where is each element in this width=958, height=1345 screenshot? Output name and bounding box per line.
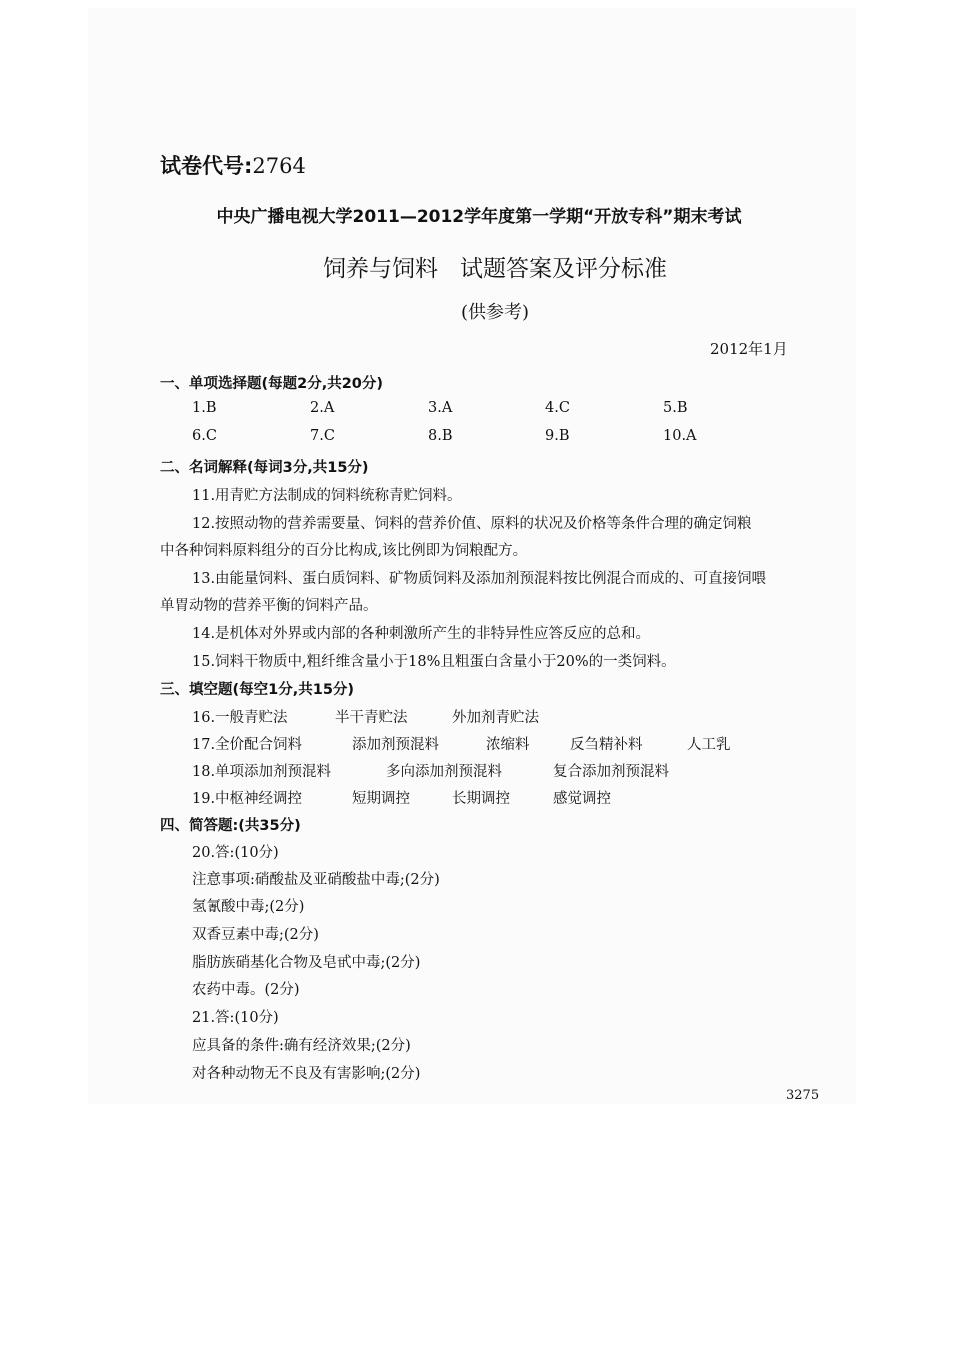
answer-3: 3.A (428, 400, 453, 416)
paper-code (160, 150, 306, 180)
fill-16-b: 半干青贮法 (335, 710, 408, 726)
fill-19-c: 长期调控 (452, 791, 510, 807)
fill-16-a: 16.一般青贮法 (192, 710, 288, 726)
fill-18-a: 18.单项添加剂预混料 (192, 764, 332, 780)
answer-5: 5.B (663, 400, 688, 416)
fill-17-e: 人工乳 (687, 737, 731, 753)
short-answer-line: 对各种动物无不良及有害影响;(2分) (192, 1066, 421, 1082)
paper-code-number: 2764 (252, 154, 306, 178)
definition-13-line1: 13.由能量饲料、蛋白质饲料、矿物质饲料及添加剂预混料按比例混合而成的、可直接饲喂 (192, 571, 767, 587)
section1-heading: 一、单项选择题(每题2分,共20分) (160, 376, 384, 392)
document-subtitle: (供参考) (460, 302, 530, 323)
short-answer-line: 注意事项:硝酸盐及亚硝酸盐中毒;(2分) (192, 872, 440, 888)
short-answer-line: 氢氰酸中毒;(2分) (192, 899, 305, 915)
paper-code-label: 试卷代号: (160, 154, 253, 178)
answer-4: 4.C (545, 400, 570, 416)
fill-17-c: 浓缩料 (486, 737, 530, 753)
short-answer-line: 21.答:(10分) (192, 1010, 279, 1026)
fill-19-d: 感觉调控 (553, 791, 611, 807)
short-answer-line: 脂肪族硝基化合物及皂甙中毒;(2分) (192, 955, 421, 971)
answer-2: 2.A (310, 400, 335, 416)
section2-heading: 二、名词解释(每词3分,共15分) (160, 460, 369, 476)
definition-14: 14.是机体对外界或内部的各种刺激所产生的非特异性应答反应的总和。 (192, 626, 651, 642)
short-answer-line: 双香豆素中毒;(2分) (192, 927, 319, 943)
answer-9: 9.B (545, 428, 570, 444)
fill-19-b: 短期调控 (352, 791, 410, 807)
answer-10: 10.A (663, 428, 697, 444)
fill-16-c: 外加剂青贮法 (452, 710, 539, 726)
fill-18-b: 多向添加剂预混料 (386, 764, 502, 780)
answer-1: 1.B (192, 400, 217, 416)
exam-header: 中央广播电视大学2011—2012学年度第一学期“开放专科”期末考试 (216, 207, 742, 227)
fill-19-a: 19.中枢神经调控 (192, 791, 303, 807)
definition-12-line1: 12.按照动物的营养需要量、饲料的营养价值、原料的状况及价格等条件合理的确定饲粮 (192, 516, 752, 532)
fill-17-b: 添加剂预混料 (352, 737, 439, 753)
section4-heading: 四、简答题:(共35分) (160, 818, 301, 834)
document-title: 饲养与饲料 试题答案及评分标准 (323, 256, 667, 282)
fill-18-c: 复合添加剂预混料 (553, 764, 669, 780)
fill-17-d: 反刍精补料 (570, 737, 643, 753)
definition-11: 11.用青贮方法制成的饲料统称青贮饲料。 (192, 488, 462, 504)
answer-8: 8.B (428, 428, 453, 444)
page-number: 3275 (786, 1088, 820, 1103)
definition-15: 15.饲料干物质中,粗纤维含量小于18%且粗蛋白含量小于20%的一类饲料。 (192, 654, 676, 670)
answer-6: 6.C (192, 428, 217, 444)
section3-heading: 三、填空题(每空1分,共15分) (160, 682, 355, 698)
document-date: 2012年1月 (710, 340, 788, 358)
fill-17-a: 17.全价配合饲料 (192, 737, 303, 753)
short-answer-line: 20.答:(10分) (192, 845, 279, 861)
definition-13-line2: 单胃动物的营养平衡的饲料产品。 (160, 598, 378, 614)
answer-7: 7.C (310, 428, 335, 444)
definition-12-line2: 中各种饲料原料组分的百分比构成,该比例即为饲粮配方。 (160, 543, 528, 559)
short-answer-line: 农药中毒。(2分) (192, 982, 300, 998)
short-answer-line: 应具备的条件:确有经济效果;(2分) (192, 1038, 411, 1054)
